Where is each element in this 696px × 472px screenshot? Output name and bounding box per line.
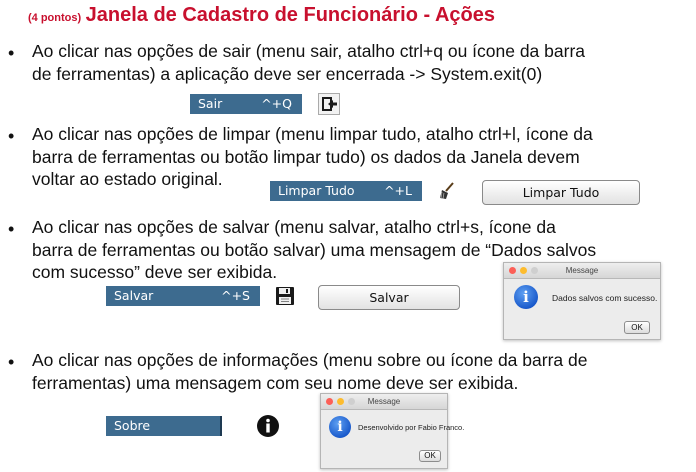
menu-item-salvar[interactable] [106,286,260,306]
menu-item-label: Sair [198,96,223,111]
text-line: Ao clicar nas opções de limpar (menu limpar tudo, atalho ctrl+l, ícone da [32,124,593,144]
menu-shortcut: ^+S [221,288,250,303]
info-icon [255,413,281,439]
zoom-dot[interactable] [348,398,355,405]
floppy-disk-icon [274,285,296,307]
toolbar-button-limpar[interactable] [436,180,458,202]
zoom-dot[interactable] [531,267,538,274]
dialog-title: Message [565,266,599,275]
menu-item-label: Sobre [114,418,151,433]
dialog-message: Dados salvos com sucesso. [552,293,658,303]
bullet-marker: • [8,126,15,146]
text-line: Ao clicar nas opções de informações (menu sobre ou ícone da barra de [32,350,588,370]
exit-door-icon [319,94,339,114]
sobre-description [32,349,587,394]
dialog-title-bar [504,263,660,279]
text-line: barra de ferramentas ou botão salvar) uma mensagem de “Dados salvos [32,239,597,260]
menu-item-limpar-tudo[interactable] [270,181,422,201]
info-icon: i [329,416,351,438]
ok-button[interactable]: OK [624,321,650,334]
toolbar-button-sobre[interactable] [255,413,281,439]
menu-item-sobre[interactable] [106,416,222,436]
menu-item-sair[interactable] [190,94,302,114]
page-title [28,4,495,27]
text-line: Ao clicar nas opções de salvar (menu salvar, atalho ctrl+s, ícone da [32,217,556,237]
menu-shortcut: ^+L [384,183,412,198]
salvar-button[interactable]: Salvar [318,285,460,310]
dialog-message: Desenvolvido por Fabio Franco. [358,423,465,432]
close-dot[interactable] [326,398,333,405]
sair-description [32,40,585,85]
text-line: voltar ao estado original. [32,169,223,189]
minimize-dot[interactable] [520,267,527,274]
salvar-message-dialog [503,262,661,340]
limpar-tudo-button[interactable]: Limpar Tudo [482,180,640,205]
dialog-title-bar [321,394,447,410]
text-line: barra de ferramentas ou botão limpar tudo) os dados da Janela devem [32,146,580,167]
title-heading: Janela de Cadastro de Funcionário - Ações [85,4,495,26]
ok-button[interactable]: OK [419,450,441,462]
menu-item-label: Limpar Tudo [278,183,355,198]
text-line: com sucesso” deve ser exibida. [32,262,278,282]
bullet-marker: • [8,43,15,63]
text-line: de ferramentas) a aplicação deve ser encerrada -> System.exit(0) [32,63,543,84]
close-dot[interactable] [509,267,516,274]
bullet-marker: • [8,219,15,239]
menu-item-label: Salvar [114,288,154,303]
points-label: (4 pontos) [28,12,82,24]
menu-shortcut: ^+Q [261,96,292,111]
minimize-dot[interactable] [337,398,344,405]
sobre-message-dialog [320,393,465,469]
toolbar-button-sair[interactable] [318,93,340,115]
text-line: ferramentas) uma mensagem com seu nome deve ser exibida. [32,372,519,393]
dialog-title: Message [367,397,401,406]
text-line: Ao clicar nas opções de sair (menu sair, atalho ctrl+q ou ícone da barra [32,41,586,61]
bullet-marker: • [8,352,15,372]
broom-icon [436,180,458,202]
info-icon: i [514,285,538,309]
toolbar-button-salvar[interactable] [274,285,296,307]
